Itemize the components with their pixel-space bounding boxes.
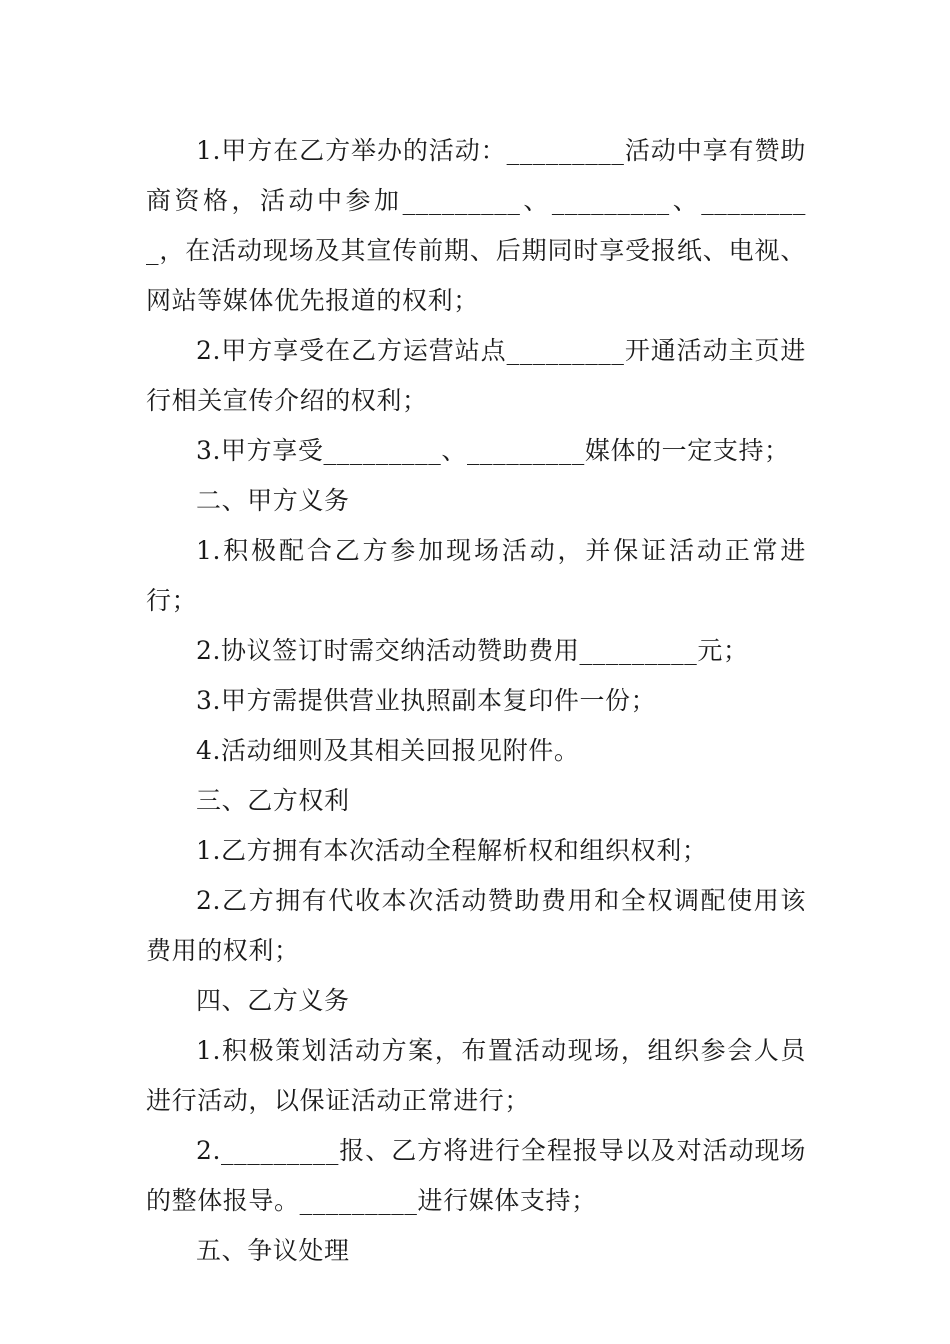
clause-party-a-right-3: 3.甲方享受_________、_________媒体的一定支持； bbox=[196, 436, 790, 465]
clause-party-a-obligation-4: 4.活动细则及其相关回报见附件。 bbox=[196, 736, 580, 765]
clause-party-b-right-1: 1.乙方拥有本次活动全程解析权和组织权利； bbox=[196, 836, 708, 865]
clause-party-a-right-1: 1.甲方在乙方举办的活动：_________活动中享有赞助商资格，活动中参加_________、_________、_________，在活动现场及其宣传前期、后期同时享受报纸、电视、网站等媒体优先报道的权利； bbox=[146, 136, 806, 315]
clause-party-a-obligation-3: 3.甲方需提供营业执照副本复印件一份； bbox=[196, 686, 657, 715]
clause-party-a-right-2: 2.甲方享受在乙方运营站点_________开通活动主页进行相关宣传介绍的权利； bbox=[146, 336, 806, 415]
section-heading-dispute-resolution: 五、争议处理 bbox=[196, 1236, 350, 1265]
document-body bbox=[146, 126, 806, 1276]
clause-party-b-right-2: 2.乙方拥有代收本次活动赞助费用和全权调配使用该费用的权利； bbox=[146, 886, 806, 965]
clause-party-a-obligation-2: 2.协议签订时需交纳活动赞助费用_________元； bbox=[196, 636, 749, 665]
clause-party-b-obligation-2: 2._________报、乙方将进行全程报导以及对活动现场的整体报导。_________进行媒体支持； bbox=[146, 1136, 806, 1215]
section-heading-party-b-rights: 三、乙方权利 bbox=[196, 786, 350, 815]
section-heading-party-a-obligations: 二、甲方义务 bbox=[196, 486, 350, 515]
clause-party-b-obligation-1: 1.积极策划活动方案，布置活动现场，组织参会人员进行活动，以保证活动正常进行； bbox=[146, 1036, 806, 1115]
section-heading-party-b-obligations: 四、乙方义务 bbox=[196, 986, 350, 1015]
clause-party-a-obligation-1: 1.积极配合乙方参加现场活动，并保证活动正常进行； bbox=[146, 536, 806, 615]
